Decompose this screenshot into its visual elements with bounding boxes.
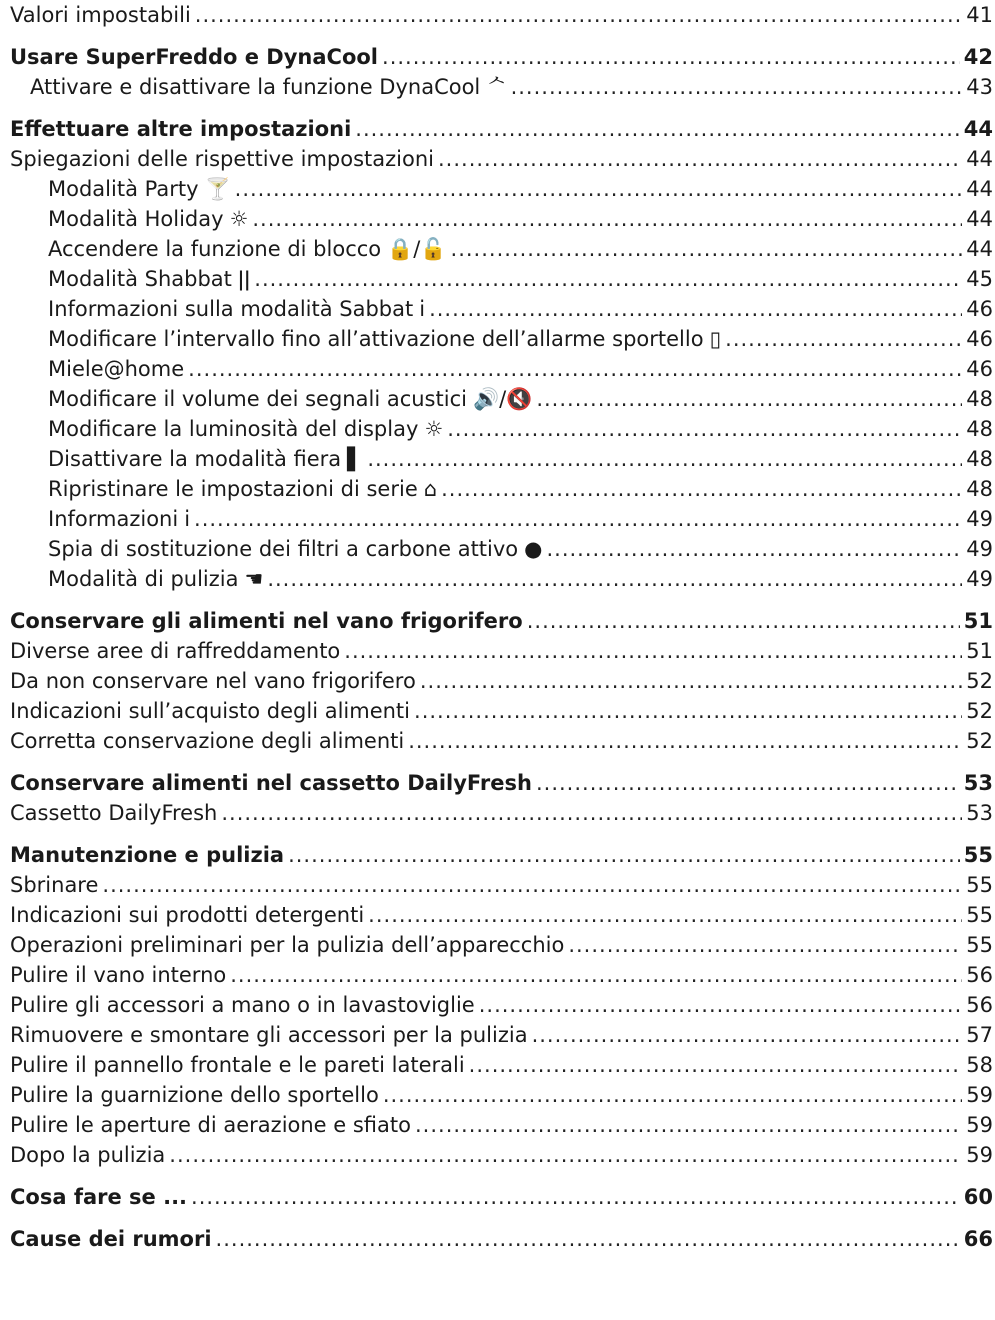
info-icon: i xyxy=(184,507,191,531)
toc-entry-title xyxy=(10,174,231,204)
dot-leader xyxy=(344,636,962,666)
toc-chapter[interactable] xyxy=(10,840,993,870)
dot-leader xyxy=(527,606,960,636)
dot-leader xyxy=(511,72,963,102)
dot-leader xyxy=(414,696,962,726)
toc-entry-text: Effettuare altre impostazioni xyxy=(10,117,352,141)
dot-leader xyxy=(169,1140,962,1170)
toc-entry-title xyxy=(10,1080,379,1110)
toc-entry-title xyxy=(10,144,434,174)
page-number: 53 xyxy=(966,801,993,825)
toc-entry-title xyxy=(10,1182,187,1212)
dot-leader xyxy=(368,900,962,930)
toc-entry[interactable] xyxy=(10,534,993,564)
toc-entry-title xyxy=(10,798,217,828)
glass-icon: 🍸 xyxy=(204,177,231,201)
toc-entry-title xyxy=(10,666,416,696)
toc-entry-title xyxy=(10,264,250,294)
toc-entry-text: Pulire il vano interno xyxy=(10,963,227,987)
toc-entry[interactable] xyxy=(10,1140,993,1170)
factory-icon: ⌂ xyxy=(423,477,438,501)
page-number: 49 xyxy=(966,537,993,561)
toc-entry-text: Conservare alimenti nel cassetto DailyFresh xyxy=(10,771,532,795)
toc-chapter[interactable] xyxy=(10,606,993,636)
toc-entry-title xyxy=(10,294,425,324)
page-number: 55 xyxy=(963,843,993,867)
toc-entry-text: Modificare la luminosità del display xyxy=(48,417,419,441)
dot-leader xyxy=(438,144,962,174)
toc-entry[interactable] xyxy=(10,144,993,174)
page-number: 59 xyxy=(966,1083,993,1107)
dot-leader xyxy=(382,42,960,72)
toc-entry-text: Attivare e disattivare la funzione DynaCool xyxy=(30,75,481,99)
page-number: 45 xyxy=(966,267,993,291)
dot-leader xyxy=(367,444,962,474)
toc-entry-text: Modalità Shabbat xyxy=(48,267,232,291)
dot-leader xyxy=(194,504,962,534)
page-number: 48 xyxy=(966,447,993,471)
toc-entry-title xyxy=(10,870,98,900)
toc-entry[interactable] xyxy=(10,324,993,354)
toc-entry[interactable] xyxy=(10,414,993,444)
page-number: 55 xyxy=(966,873,993,897)
dot-leader xyxy=(235,174,963,204)
page-number: 58 xyxy=(966,1053,993,1077)
toc-entry-text: Valori impostabili xyxy=(10,3,191,27)
toc-entry[interactable] xyxy=(10,870,993,900)
page-number: 41 xyxy=(966,3,993,27)
dot-leader xyxy=(267,564,962,594)
dot-leader xyxy=(546,534,962,564)
toc-entry-text: Disattivare la modalità fiera xyxy=(48,447,342,471)
toc-entry[interactable] xyxy=(10,294,993,324)
toc-entry-title xyxy=(10,114,351,144)
toc-entry-text: Ripristinare le impostazioni di serie xyxy=(48,477,418,501)
toc-entry-title xyxy=(10,234,447,264)
dot-leader xyxy=(408,726,962,756)
toc-entry[interactable] xyxy=(10,696,993,726)
page-number: 49 xyxy=(966,567,993,591)
page-number: 48 xyxy=(966,477,993,501)
toc-entry[interactable] xyxy=(10,204,993,234)
toc-entry-text: Modificare il volume dei segnali acustici xyxy=(48,387,467,411)
page-number: 53 xyxy=(963,771,993,795)
dot-leader xyxy=(252,204,962,234)
toc-entry-text: Accendere la funzione di blocco xyxy=(48,237,382,261)
toc-entry-text: Operazioni preliminari per la pulizia dell’apparecchio xyxy=(10,933,565,957)
page-number: 60 xyxy=(963,1185,993,1209)
toc-entry-title xyxy=(10,990,475,1020)
brightness-icon: ☼ xyxy=(424,417,444,441)
toc-entry-title xyxy=(10,930,564,960)
page-number: 55 xyxy=(966,933,993,957)
toc-entry[interactable] xyxy=(10,1050,993,1080)
toc-entry-title xyxy=(10,1050,465,1080)
page-number: 59 xyxy=(966,1143,993,1167)
toc-entry-text: Spiegazioni delle rispettive impostazioni xyxy=(10,147,434,171)
page-number: 44 xyxy=(963,117,993,141)
toc-entry-title xyxy=(10,696,410,726)
toc-chapter[interactable] xyxy=(10,114,993,144)
toc-entry-text: Pulire gli accessori a mano o in lavastoviglie xyxy=(10,993,475,1017)
toc-entry-text: Modalità Party xyxy=(48,177,199,201)
toc-entry[interactable] xyxy=(10,636,993,666)
toc-entry-title xyxy=(10,414,443,444)
toc-entry-title xyxy=(10,1140,165,1170)
toc-entry-text: Miele@home xyxy=(48,357,185,381)
dot-leader xyxy=(451,234,963,264)
toc-entry[interactable] xyxy=(10,1080,993,1110)
toc-entry-title xyxy=(10,324,721,354)
dot-leader xyxy=(441,474,962,504)
page-number: 43 xyxy=(966,75,993,99)
toc-entry-title xyxy=(10,840,284,870)
toc-entry-title xyxy=(10,504,190,534)
dot-leader xyxy=(568,930,962,960)
toc-entry-title xyxy=(10,534,542,564)
toc-entry[interactable] xyxy=(10,72,993,102)
toc-entry-text: Pulire il pannello frontale e le pareti laterali xyxy=(10,1053,465,1077)
page-number: 52 xyxy=(966,699,993,723)
info-icon: i xyxy=(419,297,426,321)
toc-entry[interactable] xyxy=(10,1110,993,1140)
toc-chapter[interactable] xyxy=(10,768,993,798)
dot-leader xyxy=(415,1110,962,1140)
dot-leader xyxy=(479,990,963,1020)
toc-entry[interactable] xyxy=(10,930,993,960)
lock-unlock-icon: 🔒/🔓 xyxy=(387,237,447,261)
toc-entry-text: Rimuovere e smontare gli accessori per la pulizia xyxy=(10,1023,528,1047)
page-number: 55 xyxy=(966,903,993,927)
toc-entry-title xyxy=(10,636,340,666)
dot-leader xyxy=(383,1080,962,1110)
page-number: 44 xyxy=(966,147,993,171)
toc-entry-title xyxy=(10,606,523,636)
toc-entry-title xyxy=(10,0,191,30)
toc-entry-text: Usare SuperFreddo e DynaCool xyxy=(10,45,379,69)
toc-entry-title xyxy=(10,42,378,72)
dot-leader xyxy=(469,1050,963,1080)
toc-entry[interactable] xyxy=(10,1020,993,1050)
page-number: 44 xyxy=(966,177,993,201)
toc-entry-title xyxy=(10,900,364,930)
toc-entry-text: Cassetto DailyFresh xyxy=(10,801,218,825)
page-number: 46 xyxy=(966,357,993,381)
dot-leader xyxy=(288,840,960,870)
page-number: 49 xyxy=(966,507,993,531)
toc-entry[interactable] xyxy=(10,960,993,990)
page-number: 46 xyxy=(966,327,993,351)
page-number: 59 xyxy=(966,1113,993,1137)
page-number: 66 xyxy=(963,1227,993,1251)
toc-entry[interactable] xyxy=(10,726,993,756)
dot-leader xyxy=(221,798,962,828)
dot-leader xyxy=(191,1182,960,1212)
page-number: 42 xyxy=(963,45,993,69)
page-number: 44 xyxy=(966,207,993,231)
toc-entry-title xyxy=(10,1020,528,1050)
toc-entry-text: Pulire le aperture di aerazione e sfiato xyxy=(10,1113,411,1137)
dot-leader xyxy=(355,114,959,144)
dot-leader xyxy=(532,1020,963,1050)
fan-icon: ᄉ xyxy=(486,75,507,99)
toc-entry-text: Conservare gli alimenti nel vano frigorifero xyxy=(10,609,523,633)
toc-entry-text: Informazioni xyxy=(48,507,179,531)
table-of-contents xyxy=(10,0,993,1254)
toc-entry-text: Cause dei rumori xyxy=(10,1227,212,1251)
page-number: 56 xyxy=(966,963,993,987)
dot-leader xyxy=(536,768,960,798)
toc-entry-text: Corretta conservazione degli alimenti xyxy=(10,729,405,753)
toc-entry-title xyxy=(10,384,532,414)
toc-entry-text: Modalità Holiday xyxy=(48,207,224,231)
toc-entry-title xyxy=(10,564,263,594)
toc-entry[interactable] xyxy=(10,900,993,930)
toc-entry-title xyxy=(10,72,507,102)
toc-entry-text: Indicazioni sui prodotti detergenti xyxy=(10,903,365,927)
toc-entry[interactable] xyxy=(10,354,993,384)
dot-leader xyxy=(230,960,962,990)
door-icon: ▯ xyxy=(709,327,722,351)
sun-rise-icon: ☼ xyxy=(229,207,249,231)
page-number: 46 xyxy=(966,297,993,321)
filter-icon: ● xyxy=(524,537,543,561)
toc-entry-text: Dopo la pulizia xyxy=(10,1143,166,1167)
toc-entry-text: Modalità di pulizia xyxy=(48,567,239,591)
toc-entry[interactable] xyxy=(10,666,993,696)
toc-entry-text: Cosa fare se ... xyxy=(10,1185,188,1209)
dot-leader xyxy=(536,384,962,414)
toc-entry[interactable] xyxy=(10,474,993,504)
page-number: 48 xyxy=(966,387,993,411)
toc-entry-title xyxy=(10,960,226,990)
toc-chapter[interactable] xyxy=(10,42,993,72)
dot-leader xyxy=(188,354,962,384)
toc-entry[interactable] xyxy=(10,174,993,204)
toc-entry-title xyxy=(10,444,363,474)
toc-entry-text: Da non conservare nel vano frigorifero xyxy=(10,669,416,693)
page-number: 48 xyxy=(966,417,993,441)
toc-entry-text: Sbrinare xyxy=(10,873,99,897)
toc-entry-title xyxy=(10,726,404,756)
flag-icon: ▌ xyxy=(347,447,364,471)
page-number: 56 xyxy=(966,993,993,1017)
dot-leader xyxy=(254,264,962,294)
toc-entry[interactable] xyxy=(10,990,993,1020)
toc-entry-text: Manutenzione e pulizia xyxy=(10,843,285,867)
toc-entry-text: Informazioni sulla modalità Sabbat xyxy=(48,297,414,321)
toc-chapter[interactable] xyxy=(10,1224,993,1254)
toc-entry-title xyxy=(10,474,437,504)
page-number: 51 xyxy=(966,639,993,663)
toc-entry-text: Modificare l’intervallo fino all’attivazione dell’allarme sportello xyxy=(48,327,704,351)
page-number: 51 xyxy=(963,609,993,633)
hand-icon: ☚ xyxy=(244,567,264,591)
toc-entry[interactable] xyxy=(10,444,993,474)
toc-entry-text: Pulire la guarnizione dello sportello xyxy=(10,1083,379,1107)
dot-leader xyxy=(216,1224,960,1254)
toc-entry-title xyxy=(10,204,248,234)
toc-entry[interactable] xyxy=(10,0,993,30)
page-number: 52 xyxy=(966,669,993,693)
toc-entry-text: Spia di sostituzione dei filtri a carbone attivo xyxy=(48,537,519,561)
toc-entry[interactable] xyxy=(10,798,993,828)
page-number: 52 xyxy=(966,729,993,753)
toc-entry-title xyxy=(10,354,184,384)
dot-leader xyxy=(725,324,962,354)
dot-leader xyxy=(429,294,962,324)
toc-entry[interactable] xyxy=(10,384,993,414)
page-number: 44 xyxy=(966,237,993,261)
toc-entry-text: Indicazioni sull’acquisto degli alimenti xyxy=(10,699,411,723)
toc-entry[interactable] xyxy=(10,264,993,294)
toc-entry-text: Diverse aree di raffreddamento xyxy=(10,639,341,663)
candles-icon: ǀǀ xyxy=(237,267,251,291)
toc-entry-title xyxy=(10,1224,212,1254)
speaker-icon: 🔊/🔇 xyxy=(472,387,533,411)
dot-leader xyxy=(447,414,962,444)
dot-leader xyxy=(102,870,962,900)
toc-entry[interactable] xyxy=(10,234,993,264)
toc-entry-title xyxy=(10,1110,411,1140)
dot-leader xyxy=(420,666,962,696)
dot-leader xyxy=(195,0,962,30)
toc-entry[interactable] xyxy=(10,504,993,534)
page-number: 57 xyxy=(966,1023,993,1047)
toc-entry-title xyxy=(10,768,532,798)
toc-chapter[interactable] xyxy=(10,1182,993,1212)
toc-entry[interactable] xyxy=(10,564,993,594)
